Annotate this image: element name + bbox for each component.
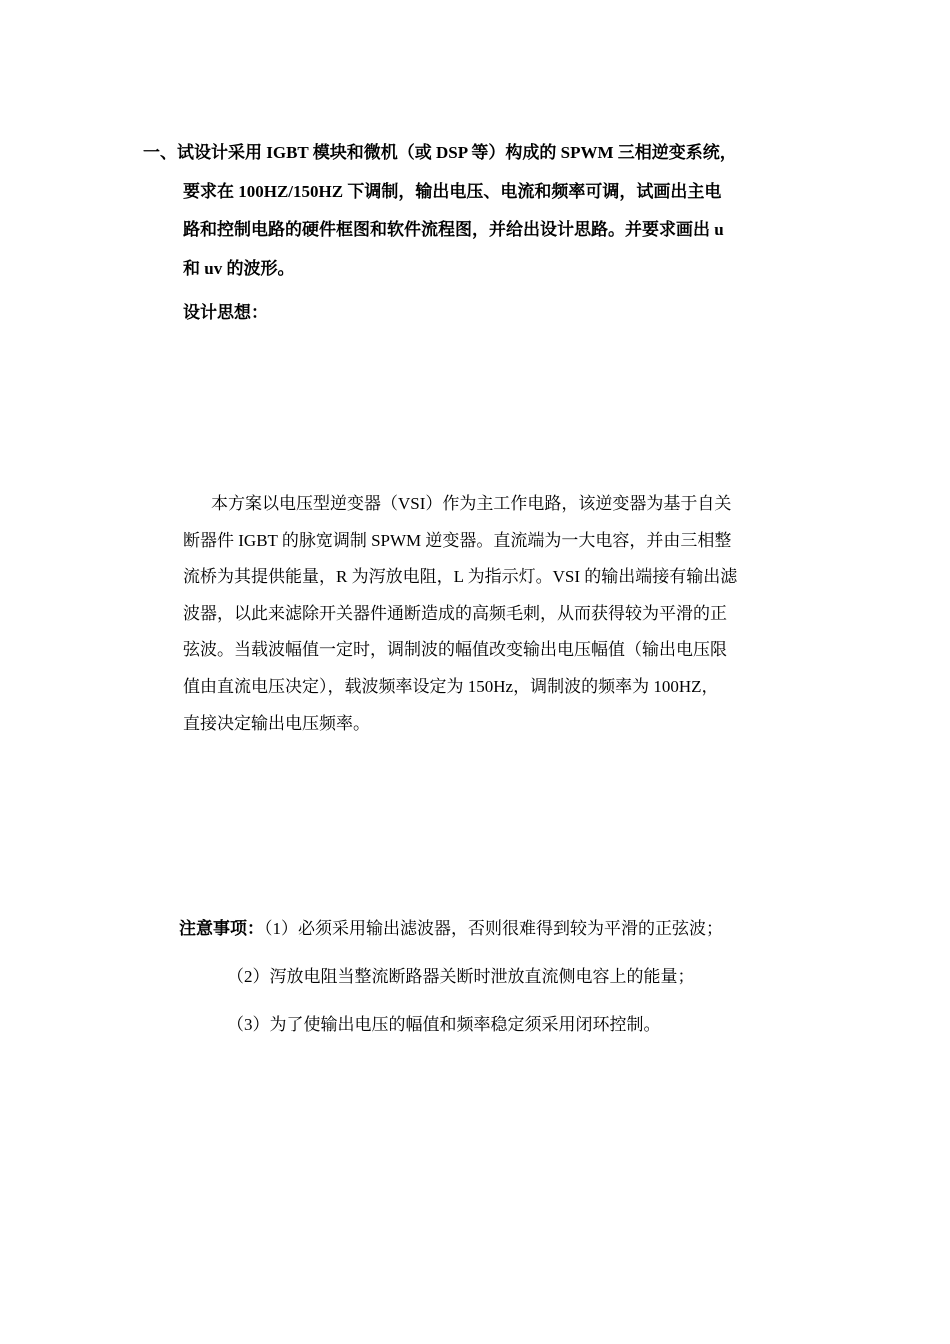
paragraph-line: 弦波。当载波幅值一定时，调制波的幅值改变输出电压幅值（输出电压限 <box>183 640 727 660</box>
question-line: 和 uv 的波形。 <box>183 258 295 278</box>
design-heading: 设计思想： <box>183 303 268 322</box>
question-line: 路和控制电路的硬件框图和软件流程图，并给出设计思路。并要求画出 u <box>183 220 724 239</box>
paragraph-line: 波器，以此来滤除开关器件通断造成的高频毛刺，从而获得较为平滑的正 <box>183 603 727 623</box>
note-item: （2）泻放电阻当整流断路器关断时泄放直流侧电容上的能量； <box>227 967 695 986</box>
note-item: （3）为了使输出电压的幅值和频率稳定须采用闭环控制。 <box>227 1015 661 1034</box>
design-paragraph <box>183 486 823 742</box>
notes-label: 注意事项： <box>179 919 264 938</box>
question-text <box>143 134 823 288</box>
paragraph-line: 值由直流电压决定），载波频率设定为 150Hz，调制波的频率为 100HZ， <box>183 676 719 696</box>
paragraph-line: 断器件 IGBT 的脉宽调制 SPWM 逆变器。直流端为一大电容，并由三相整 <box>183 530 732 550</box>
paragraph-line: 流桥为其提供能量，R 为泻放电阻，L 为指示灯。VSI 的输出端接有输出滤 <box>183 567 738 587</box>
notes-section <box>179 905 839 1049</box>
note-text: （1）必须采用输出滤波器，否则很难得到较为平滑的正弦波； <box>264 919 723 938</box>
question-line: 要求在 100HZ/150HZ 下调制，输出电压、电流和频率可调，试画出主电 <box>183 181 722 201</box>
paragraph-line: 本方案以电压型逆变器（VSI）作为主工作电路，该逆变器为基于自关 <box>211 494 732 513</box>
question-line: 一、试设计采用 IGBT 模块和微机（或 DSP 等）构成的 SPWM 三相逆变系统， <box>143 143 737 162</box>
paragraph-line: 直接决定输出电压频率。 <box>183 713 370 733</box>
note-item <box>179 905 839 953</box>
